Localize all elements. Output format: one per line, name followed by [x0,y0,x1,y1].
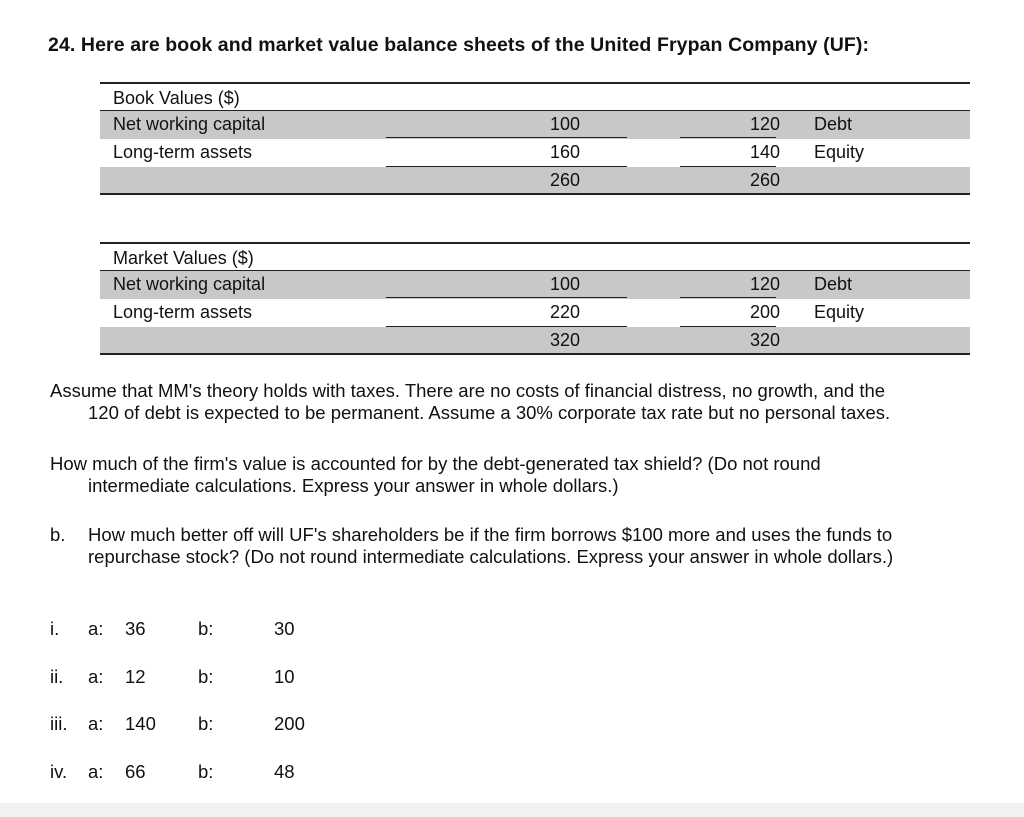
part-b-question [50,524,1010,568]
table-total-row [100,167,970,193]
option-b-label: b: [198,666,214,687]
bottom-edge [0,803,1024,817]
asset-total: 260 [549,170,581,190]
liability-value: 120 [749,114,781,134]
part-a-line: intermediate calculations. Express your answer in whole dollars.) [88,475,619,496]
liability-total: 320 [749,330,781,350]
option-numeral: iv. [50,761,68,782]
assumption-paragraph [50,380,1010,424]
option-numeral: iii. [50,713,68,734]
option-b-value: 48 [274,761,295,782]
assumption-line: Assume that MM's theory holds with taxes. There are no costs of financial distress, no growth, and the [50,380,886,401]
book-value-balance-sheet [100,82,970,194]
table-header: Book Values ($) [113,88,240,108]
liability-label: Debt [814,114,853,134]
asset-label: Long-term assets [113,142,253,162]
assumption-line: 120 of debt is expected to be permanent. Assume a 30% corporate tax rate but no personal taxes. [88,402,891,423]
option-numeral: i. [50,618,60,639]
option-b-label: b: [198,761,214,782]
asset-value: 220 [549,302,581,322]
question-title: 24. Here are book and market value balance sheets of the United Frypan Company (UF): [48,34,870,56]
liability-total: 260 [749,170,781,190]
part-b-line: repurchase stock? (Do not round intermediate calculations. Express your answer in whole dollars.) [88,546,894,567]
part-a-line: How much of the firm's value is accounted for by the debt-generated tax shield? (Do not round [50,453,821,474]
answer-option[interactable] [0,761,400,787]
option-b-label: b: [198,618,214,639]
part-a-question [50,453,1010,497]
part-b-marker: b. [50,524,66,545]
asset-value: 100 [549,114,581,134]
option-a-value: 66 [125,761,146,782]
table-header: Market Values ($) [113,248,254,268]
underline [386,137,627,138]
table-row [100,299,970,327]
part-b-line: How much better off will UF's shareholders be if the firm borrows $100 more and uses the funds to [88,524,893,545]
asset-total: 320 [549,330,581,350]
table-rule [100,193,970,195]
liability-label: Equity [814,142,865,162]
liability-label: Debt [814,274,853,294]
underline [680,137,776,138]
option-a-value: 12 [125,666,146,687]
asset-label: Net working capital [113,114,266,134]
option-a-value: 36 [125,618,146,639]
liability-label: Equity [814,302,865,322]
table-header-row [100,245,970,270]
table-header-row [100,85,970,110]
option-b-value: 10 [274,666,295,687]
option-a-label: a: [88,713,104,734]
option-b-value: 200 [274,713,305,734]
table-total-row [100,327,970,353]
option-b-label: b: [198,713,214,734]
asset-value: 160 [549,142,581,162]
option-a-label: a: [88,666,104,687]
market-value-balance-sheet [100,242,970,354]
table-rule [100,82,970,84]
underline [386,297,627,298]
answer-option[interactable] [0,618,400,644]
asset-value: 100 [549,274,581,294]
asset-label: Long-term assets [113,302,253,322]
answer-option[interactable] [0,666,400,692]
liability-value: 200 [749,302,781,322]
option-b-value: 30 [274,618,295,639]
underline [680,297,776,298]
table-row [100,271,970,299]
table-row [100,111,970,139]
option-a-label: a: [88,761,104,782]
table-row [100,139,970,167]
option-a-label: a: [88,618,104,639]
liability-value: 120 [749,274,781,294]
asset-label: Net working capital [113,274,266,294]
table-rule [100,353,970,355]
option-numeral: ii. [50,666,64,687]
answer-option[interactable] [0,713,400,739]
option-a-value: 140 [125,713,156,734]
table-rule [100,242,970,244]
liability-value: 140 [749,142,781,162]
